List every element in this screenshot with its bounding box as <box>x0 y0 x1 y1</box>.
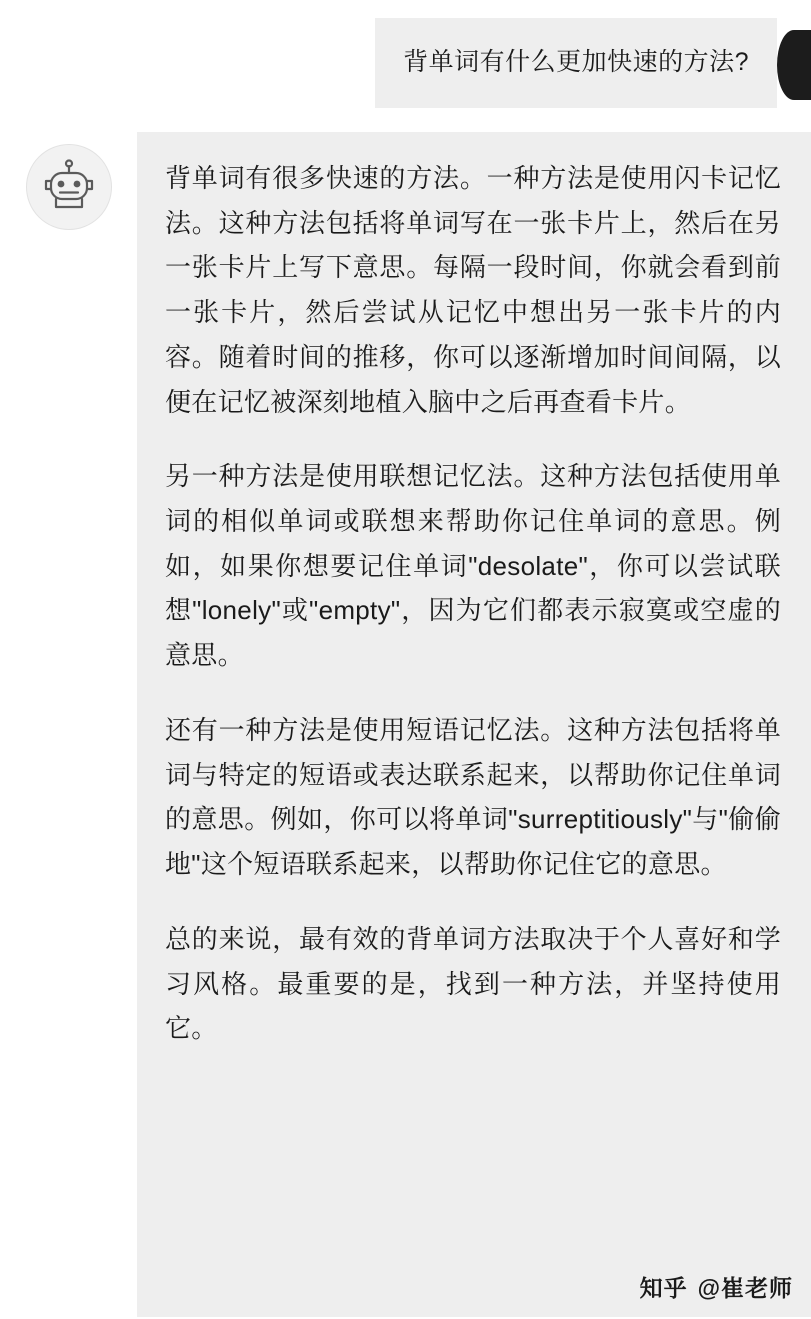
assistant-message-row <box>0 132 811 1317</box>
assistant-paragraph-3: 还有一种方法是使用短语记忆法。这种方法包括将单词与特定的短语或表达联系起来，以帮助你记住单词的意思。例如，你可以将单词"surreptitiously"与"偷偷地"这个短语联系起来，以帮助你记住它的意思。 <box>165 714 781 880</box>
assistant-paragraph-4: 总的来说，最有效的背单词方法取决于个人喜好和学习风格。最重要的是，找到一种方法，并坚持使用它。 <box>165 923 781 1044</box>
watermark <box>640 1270 793 1303</box>
user-message-row <box>0 18 811 108</box>
robot-avatar-icon <box>26 144 112 230</box>
assistant-paragraph-2: 另一种方法是使用联想记忆法。这种方法包括使用单词的相似单词或联想来帮助你记住单词的意思。例如，如果你想要记住单词"desolate"，你可以尝试联想"lonely"或"empty"，因为它们都表示寂寞或空虚的意思。 <box>165 461 781 671</box>
watermark-author: @崔老师 <box>697 1275 793 1301</box>
zhihu-logo: 知乎 <box>639 1275 688 1301</box>
assistant-paragraph-1: 背单词有很多快速的方法。一种方法是使用闪卡记忆法。这种方法包括将单词写在一张卡片上，然后在另一张卡片上写下意思。每隔一段时间，你就会看到前一张卡片，然后尝试从记忆中想出另一张卡片的内容。随着时间的推移，你可以逐渐增加时间间隔，以便在记忆被深刻地植入脑中之后再查看卡片。 <box>165 163 781 417</box>
assistant-avatar-container <box>0 132 137 230</box>
assistant-message-bubble[interactable] <box>137 132 811 1317</box>
user-avatar[interactable] <box>777 30 811 100</box>
user-message-bubble[interactable]: 背单词有什么更加快速的方法? <box>375 18 777 108</box>
